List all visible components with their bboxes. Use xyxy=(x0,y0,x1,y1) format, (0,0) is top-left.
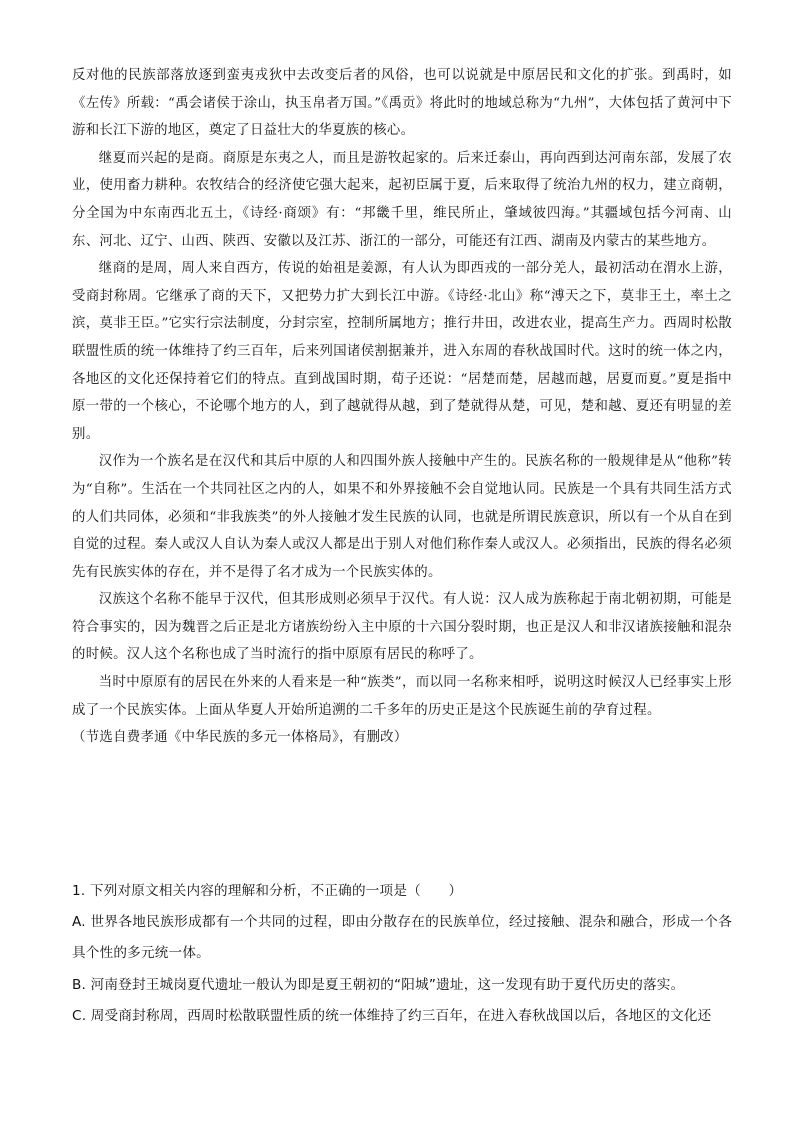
passage-paragraph-4: 汉作为一个族名是在汉代和其后中原的人和四围外族人接触中产生的。民族名称的一般规律是从“他称”转为“自称”。生活在一个共同社区之内的人，如果不和外界接触不会自觉地认同。民族是一个具有共同生活方式的人们共同体，必须和“非我族类”的外人接触才发生民族的认同，也就是所谓民族意识，所以有一个从自在到自觉的过程。秦人或汉人自认为秦人或汉人都是出于别人对他们称作秦人或汉人。必须指出，民族的得名必须先有民族实体的存在，并不是得了名才成为一个民族实体的。 xyxy=(72,454,732,580)
question-stem: 1. 下列对原文相关内容的理解和分析，不正确的一项是（ ） xyxy=(72,883,463,899)
passage-paragraph-2: 继夏而兴起的是商。商原是东夷之人，而且是游牧起家的。后来迁泰山，再向西到达河南东部，发展了农业，使用畜力耕种。农牧结合的经济使它强大起来，起初臣属于夏，后来取得了统治九州的权力，建立商朝，分全国为中东南西北五土，《诗经·商颂》有：“邦畿千里，维民所止，肇域彼四海。”其疆域包括今河南、山东、河北、辽宁、山西、陕西、安徽以及江苏、浙江的一部分，可能还有江西、湖南及内蒙古的某些地方。 xyxy=(72,150,732,249)
option-b: B. 河南登封王城岗夏代遗址一般认为即是夏王朝初的“阳城”遗址，这一发现有助于夏代历史的落实。 xyxy=(72,976,685,993)
reading-passage xyxy=(72,62,732,752)
option-c: C. 周受商封称周，西周时松散联盟性质的统一体维持了约三百年，在进入春秋战国以后，各地区的文化还 xyxy=(72,1007,712,1024)
passage-paragraph-3: 继商的是周，周人来自西方，传说的始祖是姜源，有人认为即西戎的一部分羌人，最初活动在渭水上游，受商封称周。它继承了商的天下，又把势力扩大到长江中游。《诗经·北山》称“溥天之下，莫非王土，率土之滨，莫非王臣。”它实行宗法制度，分封宗室，控制所属地方；推行井田，改进农业，提高生产力。西周时松散联盟性质的统一体维持了约三百年，后来列国诸侯割据兼并，进入东周的春秋战国时代。这时的统一体之内，各地区的文化还保持着它们的特点。直到战国时期，荀子还说：“居楚而楚，居越而越，居夏而夏。”夏是指中原一带的一个核心，不论哪个地方的人，到了越就得从越，到了楚就得从楚，可见，楚和越、夏还有明显的差别。 xyxy=(72,261,732,442)
passage-paragraph-6: 当时中原原有的居民在外来的人看来是一种“族类”，而以同一名称来相呼，说明这时候汉人已经事实上形成了一个民族实体。上面从华夏人开始所追溯的二千多年的历史正是这个民族诞生前的孕育过程。 xyxy=(72,675,732,718)
question-block xyxy=(72,876,732,1032)
passage-paragraph-5: 汉族这个名称不能早于汉代，但其形成则必须早于汉代。有人说：汉人成为族称起于南北朝初期，可能是符合事实的，因为魏晋之后正是北方诸族纷纷入主中原的十六国分裂时期，也正是汉人和非汉诸族接触和混杂的时候。汉人这个名称也成了当时流行的指中原原有居民的称呼了。 xyxy=(72,592,732,663)
passage-source-citation: （节选自费孝通《中华民族的多元一体格局》，有删改） xyxy=(72,730,408,746)
passage-paragraph-1: 反对他的民族部落放逐到蛮夷戎狄中去改变后者的风俗，也可以说就是中原居民和文化的扩张。到禹时，如《左传》所载：“禹会诸侯于涂山，执玉帛者万国。”《禹贡》将此时的地域总称为“九州”，大体包括了黄河中下游和长江下游的地区，奠定了日益壮大的华夏族的核心。 xyxy=(72,68,732,139)
option-a: A. 世界各地民族形成都有一个共同的过程，即由分散存在的民族单位，经过接触、混杂和融合，形成一个各具个性的多元统一体。 xyxy=(72,914,732,962)
